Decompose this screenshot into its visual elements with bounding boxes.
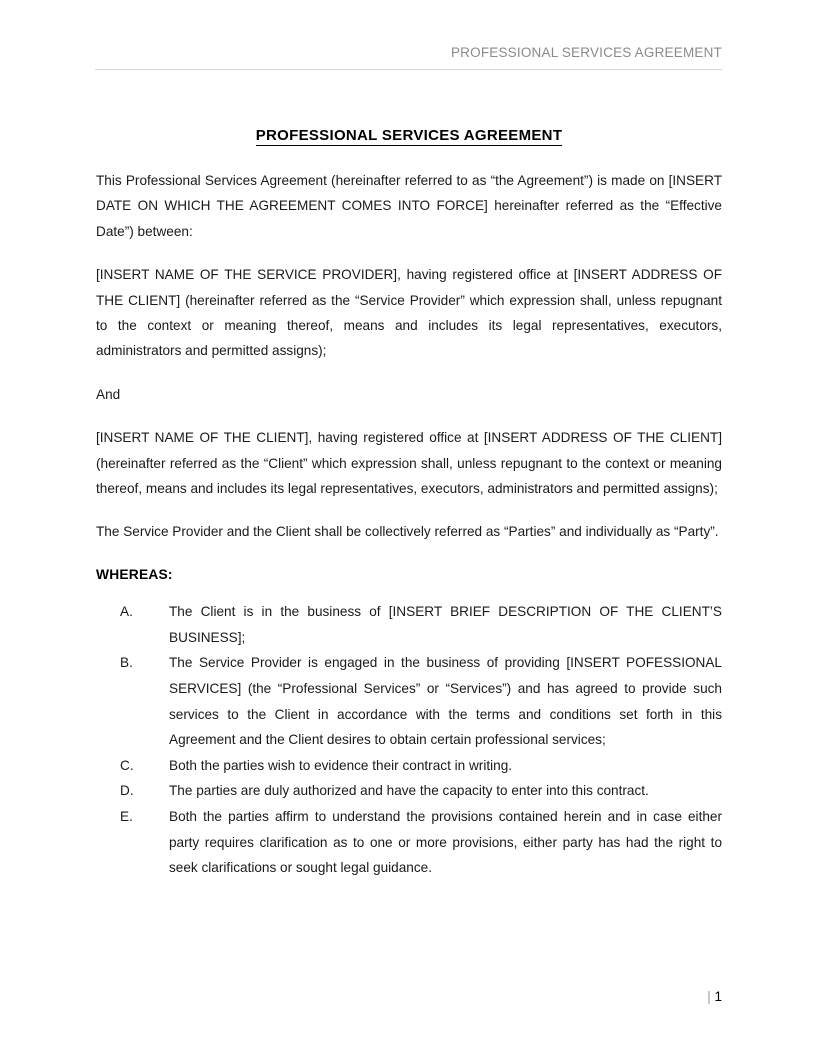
page-header-rule	[95, 69, 722, 70]
list-item-marker: E.	[120, 809, 133, 825]
paragraph-parties: The Service Provider and the Client shall be collectively referred as “Parties” and individually as “Party”.	[96, 524, 719, 540]
list-item	[120, 650, 722, 752]
list-item	[120, 599, 722, 650]
paragraph-recital-intro: This Professional Services Agreement (hereinafter referred to as “the Agreement”) is made on [INSERT DATE ON WHICH THE AGREEMENT COMES INTO FORCE] hereinafter referred as the “Effective Date”) between:	[96, 173, 722, 239]
paragraph-client: [INSERT NAME OF THE CLIENT], having registered office at [INSERT ADDRESS OF THE CLIENT] (hereinafter referred as the “Client” which expression shall, unless repugnant to the context or meaning thereof, means and includes its legal representatives, executors, administrators and permitted assigns);	[96, 430, 722, 497]
list-item-marker: A.	[120, 604, 133, 620]
list-item-text: Both the parties wish to evidence their contract in writing.	[169, 757, 513, 773]
document-body	[96, 126, 722, 881]
page-header	[95, 44, 722, 70]
page-footer-separator: |	[707, 989, 711, 1004]
list-item	[120, 753, 722, 779]
list-item-text: The Client is in the business of [INSERT BRIEF DESCRIPTION OF THE CLIENT’S BUSINESS];	[169, 604, 722, 645]
list-item-text: The parties are duly authorized and have the capacity to enter into this contract.	[169, 783, 649, 799]
document-title-text: PROFESSIONAL SERVICES AGREEMENT	[255, 127, 563, 144]
paragraph-and: And	[96, 386, 121, 402]
list-item-marker: C.	[120, 757, 134, 773]
page-header-title: PROFESSIONAL SERVICES AGREEMENT	[450, 45, 722, 60]
whereas-list	[96, 599, 722, 881]
list-item-marker: D.	[120, 783, 134, 799]
list-item-text: Both the parties affirm to understand the provisions contained herein and in case either party requires clarification as to one or more provisions, either party has had the right to seek clarifications or sought legal guidance.	[169, 809, 722, 876]
paragraph-service-provider: [INSERT NAME OF THE SERVICE PROVIDER], having registered office at [INSERT ADDRESS OF THE CLIENT] (hereinafter referred as the “Service Provider” which expression shall, unless repugnant to the context or meaning thereof, means and includes its legal representatives, executors, administrators and permitted assigns);	[96, 267, 722, 359]
list-item-marker: B.	[120, 655, 133, 671]
document-title	[96, 126, 722, 146]
page-number: 1	[714, 989, 722, 1004]
list-item	[120, 804, 722, 881]
list-item	[120, 778, 722, 804]
whereas-heading: WHEREAS:	[96, 566, 173, 582]
page-footer	[96, 988, 722, 1006]
list-item-text: The Service Provider is engaged in the business of providing [INSERT POFESSIONAL SERVICES] (the “Professional Services” or “Services”) and has agreed to provide such services to the Client in accordance with the terms and conditions set forth in this Agreement and the Client desires to obtain certain professional services;	[169, 655, 722, 748]
